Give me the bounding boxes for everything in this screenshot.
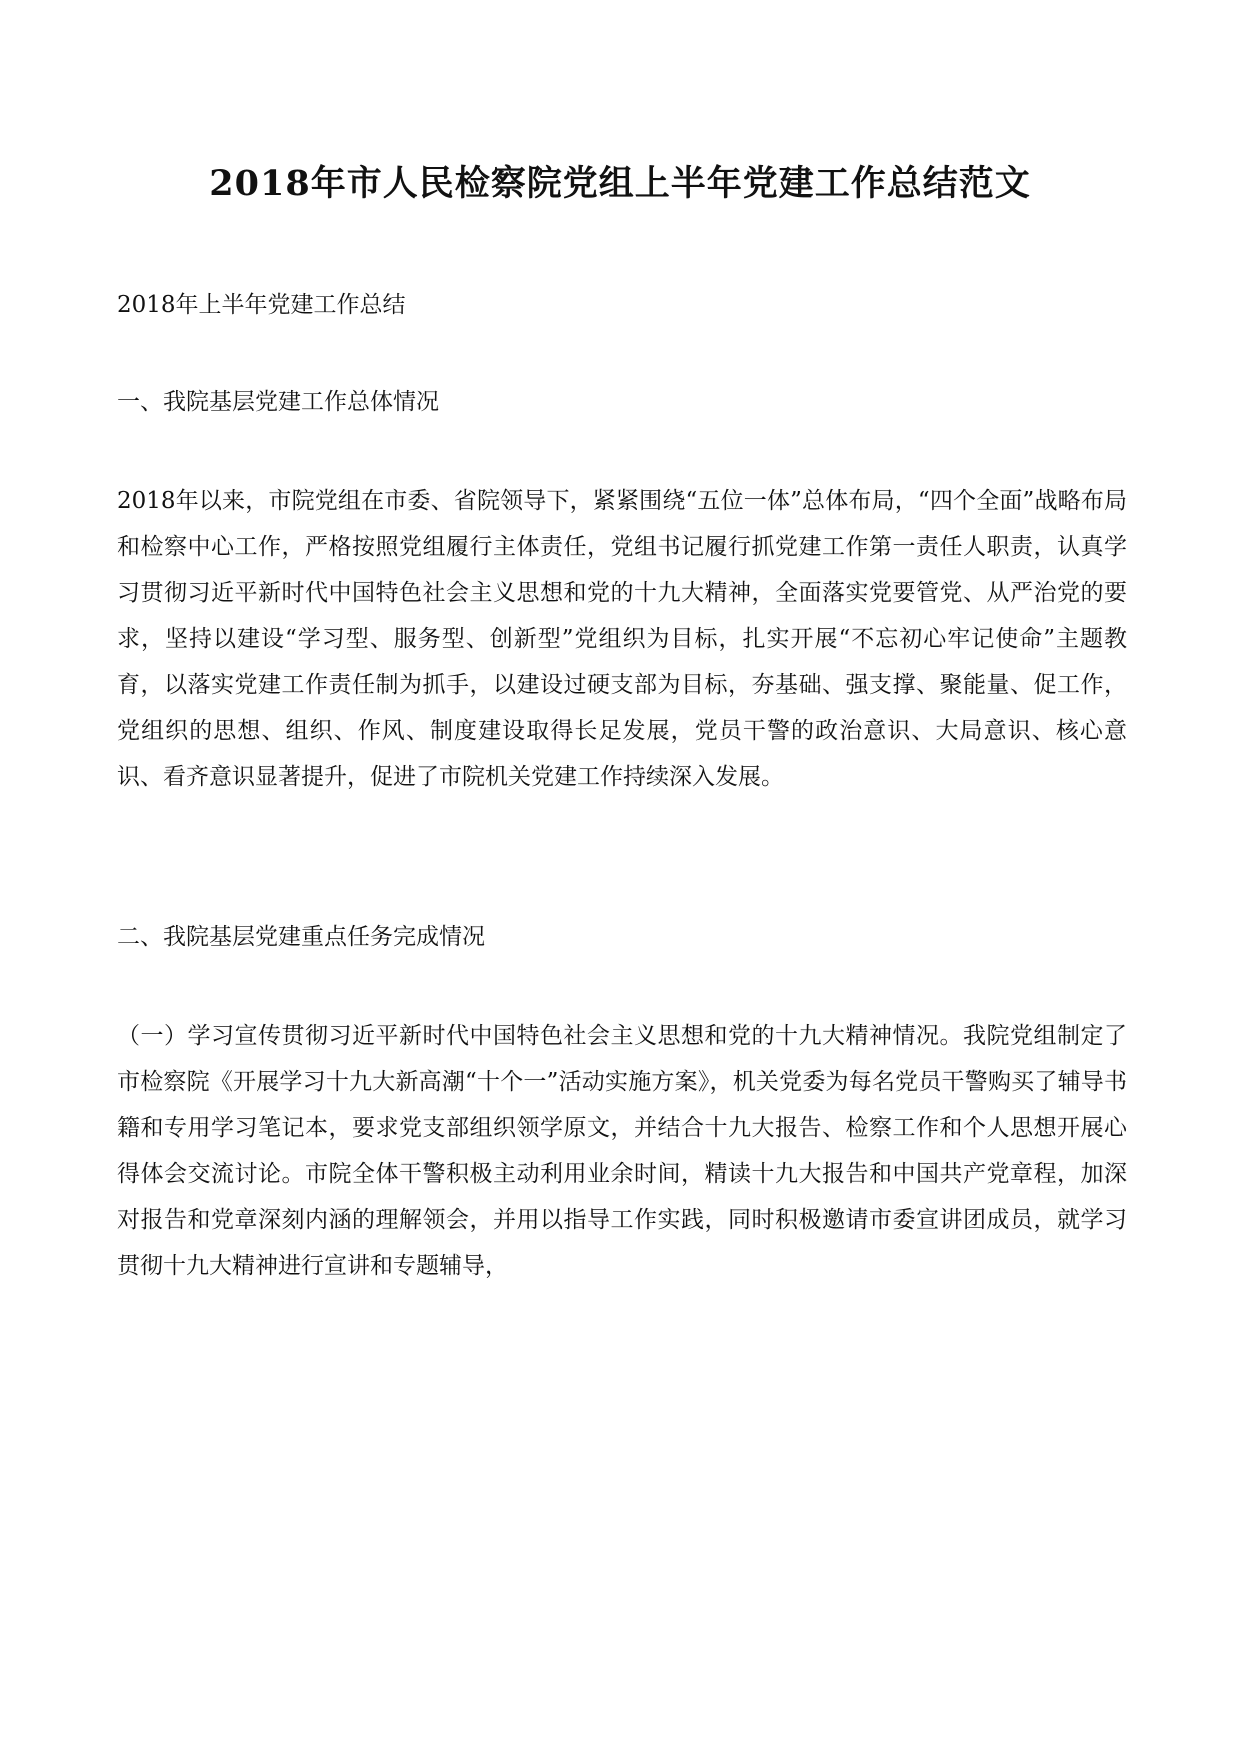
section-heading-1: 一、我院基层党建工作总体情况 [117,389,439,415]
section-paragraph-1: 2018年以来，市院党组在市委、省院领导下，紧紧围绕“五位一体”总体布局，“四个全面”战略布局和检察中心工作，严格按照党组履行主体责任，党组书记履行抓党建工作第一责任人职责，认真学习贯彻习近平新时代中国特色社会主义思想和党的十九大精神，全面落实党要管党、从严治党的要求，坚持以建设“学习型、服务型、创新型”党组织为目标，扎实开展“不忘初心牢记使命”主题教育，以落实党建工作责任制为抓手，以建设过硬支部为目标，夯基础、强支撑、聚能量、促工作，党组织的思想、组织、作风、制度建设取得长足发展，党员干警的政治意识、大局意识、核心意识、看齐意识显著提升，促进了市院机关党建工作持续深入发展。 [117,488,1127,790]
section-heading-2: 二、我院基层党建重点任务完成情况 [117,924,485,950]
section-paragraph-2: （一）学习宣传贯彻习近平新时代中国特色社会主义思想和党的十九大精神情况。我院党组制定了市检察院《开展学习十九大新高潮“十个一”活动实施方案》，机关党委为每名党员干警购买了辅导书籍和专用学习笔记本，要求党支部组织领学原文，并结合十九大报告、检察工作和个人思想开展心得体会交流讨论。市院全体干警积极主动利用业余时间，精读十九大报告和中国共产党章程，加深对报告和党章深刻内涵的理解领会，并用以指导工作实践，同时积极邀请市委宣讲团成员，就学习贯彻十九大精神进行宣讲和专题辅导， [117,1023,1127,1279]
document-title: 2018年市人民检察院党组上半年党建工作总结范文 [209,163,1031,204]
document-subtitle: 2018年上半年党建工作总结 [117,292,406,318]
